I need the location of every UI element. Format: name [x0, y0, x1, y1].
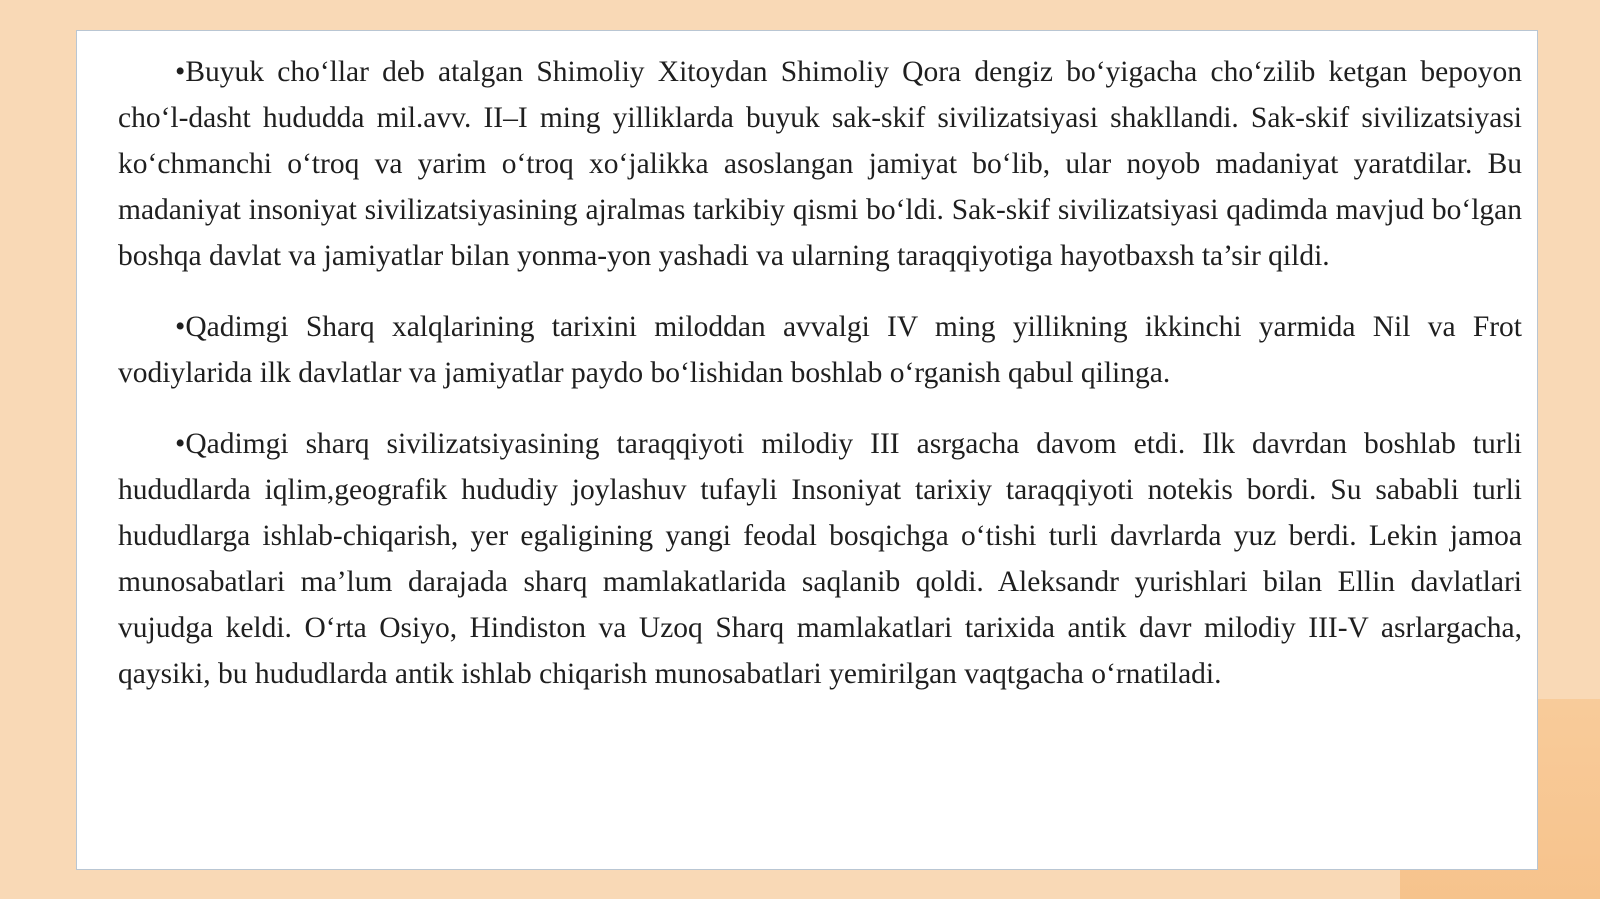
paragraph-qadimgi-sharq-tarixi: •Qadimgi Sharq xalqlarining tarixini miloddan avvalgi IV ming yillikning ikkinchi yarmida Nil va Frot vodiylarida ilk davlatlar va jamiyatlar paydo bo‘lishidan boshlab o‘rganish qabul qilinga. — [118, 311, 1522, 389]
paragraph-sak-skif: •Buyuk cho‘llar deb atalgan Shimoliy Xitoydan Shimoliy Qora dengiz bo‘yigacha cho‘zilib ketgan bepoyon cho‘l-dasht hududda mil.avv. II–I ming yilliklarda buyuk sak-skif sivilizatsiyasi shakllandi. Sak-skif sivilizatsiyasi ko‘chmanchi o‘troq va yarim o‘troq xo‘jalikka asoslangan jamiyat bo‘lib, ular noyob madaniyat yaratdilar. Bu madaniyat insoniyat sivilizatsiyasining ajralmas tarkibiy qismi bo‘ldi. Sak-skif sivilizatsiyasi qadimda mavjud bo‘lgan boshqa davlat va jamiyatlar bilan yonma-yon yashadi va ularning taraqqiyotiga hayotbaxsh ta’sir qildi. — [118, 56, 1522, 272]
slide-text-box — [76, 30, 1538, 870]
paragraph-qadimgi-sharq-taraqqiyoti: •Qadimgi sharq sivilizatsiyasining taraqqiyoti milodiy III asrgacha davom etdi. Ilk davrdan boshlab turli hududlarda iqlim,geografik hududiy joylashuv tufayli Insoniyat tarixiy taraqqiyoti notekis bordi. Su sababli turli hududlarga ishlab-chiqarish, yer egaligining yangi feodal bosqichga o‘tishi turli davrlarda yuz berdi. Lekin jamoa munosabatlari ma’lum darajada sharq mamlakatlarida saqlanib qoldi. Aleksandr yurishlari bilan Ellin davlatlari vujudga keldi. O‘rta Osiyo, Hindiston va Uzoq Sharq mamlakatlari tarixida antik davr milodiy III-V asrlargacha, qaysiki, bu hududlarda antik ishlab chiqarish munosabatlari yemirilgan vaqtgacha o‘rnatiladi. — [118, 428, 1522, 690]
